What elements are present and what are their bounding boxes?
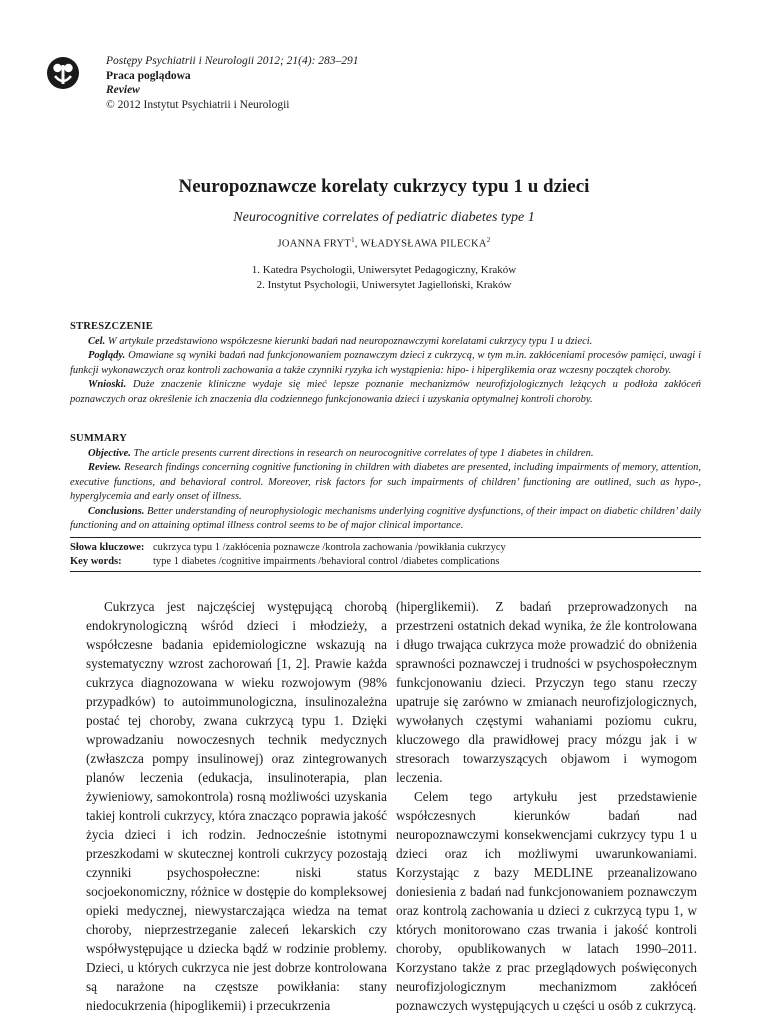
author-2: WŁADYSŁAWA PILECKA [360, 238, 487, 250]
keywords-bottom-rule [70, 571, 701, 572]
journal-citation: Postępy Psychiatrii i Neurologii 2012; 21(4): 283–291 [106, 55, 359, 67]
keywords-en: Key words: type 1 diabetes /cognitive impairments /behavioral control /diabetes complications [70, 556, 500, 567]
body-column-right [396, 597, 697, 1015]
affiliation-1: 1. Katedra Psychologii, Uniwersytet Pedagogiczny, Kraków [251, 264, 517, 276]
abstract-en-review: Review. Research findings concerning cognitive functioning in children with diabetes are presented, including impairments of memory, attention, executive functions, and behavioral control. Moreover, risk factors for such impairments of children’ functioning are outlined, such as hypo-, hyperglycemia and early onset of illness. [70, 462, 701, 502]
body-column-left [86, 597, 387, 1015]
abstract-en-heading: SUMMARY [70, 433, 128, 444]
copyright: © 2012 Instytut Psychiatrii i Neurologii [106, 98, 290, 111]
body-paragraph: (hiperglikemii). Z badań przeprowadzonych na przestrzeni ostatnich dekad wynika, że źle kontrolowana i długo trwająca cukrzyca może prowadzić do obniżenia sprawności poznawczej i trudności w psychospołecznym funkcjonowaniu dzieci. Przyczyn tego stanu rzeczy upatruje się zarówno w zmianach neurofizjologicznych, wywołanych częstymi wahaniami poziomu cukru, kluczowego dla prawidłowej pracy mózgu jak i w stresorach towarzyszących objawom i wymogom leczenia. [396, 599, 697, 785]
author-1: JOANNA FRYT [277, 238, 352, 250]
abstract-en-conclusions: Conclusions. Better understanding of neurophysiologic mechanisms underlying cognitive dysfunctions, of their impact on diabetic children’ daily functioning and on attaining optimal illness control seems to be of major clinical importance. [70, 505, 701, 531]
article-type-pl: Praca poglądowa [106, 69, 191, 82]
abstract-pl-heading: STRESZCZENIE [70, 321, 153, 332]
author-separator: , [354, 238, 361, 250]
abstract-pl-objective: Cel. W artykule przedstawiono współczesne kierunki badań nad neuropoznawczymi korelatami cukrzycy typu 1 u dzieci. [88, 335, 593, 347]
institute-logo-icon [46, 56, 80, 90]
abstract-pl [70, 320, 701, 407]
article-subtitle: Neurocognitive correlates of pediatric diabetes type 1 [233, 210, 535, 225]
body-paragraph: Cukrzyca jest najczęściej występującą chorobą endokrynologiczną wśród dzieci i młodzieży, a współczesne badania epidemiologiczne wskazują na systematyczny wzrost zachorowań [1, 2]. Prawie każda cukrzyca diagnozowana w wieku rozwojowym (98% przypadków) to autoimmunologiczna, insulinozależna postać tej choroby, zwana cukrzycą typu 1. Dzięki wprowadzaniu nowoczesnych technik medycznych (zwłaszcza pompy insulinowej) oraz zintegrowanych planów leczenia (edukacja, insulinoterapia, plan żywieniowy, samokontrola) rosną możliwości uzyskania takiej kontroli cukrzycy, która znacząco poprawia jakość życia dzieci i ich rodzin. Jednocześnie istotnymi przeszkodami w skutecznej kontroli cukrzycy pozostają czynniki psychospołeczne: niski status socjoekonomiczny, różnice w dostępie do kompleksowej opieki medycznej, niewystarczająca wiedza na temat choroby, nieprzestrzeganie zaleceń lekarskich czy współwystępujące u dziecka bądź w rodzinie problemy. Dzieci, u których cukrzyca nie jest dobrze kontrolowana są narażone na częstsze powikłania: stany niedocukrzenia (hipoglikemii) i przecukrzenia [86, 599, 387, 1013]
body-paragraph: Celem tego artykułu jest przedstawienie współczesnych kierunków badań nad neuropoznawczymi konsekwencjami cukrzycy typu 1 u dzieci oraz ich możliwymi uwarunkowaniami. Korzystając z bazy MEDLINE przeanalizowano doniesienia z badań nad funkcjonowaniem poznawczym oraz kontrolą zachowania u dzieci z cukrzycą typu 1, w których monitorowano czas trwania i jakość kontroli choroby, opublikowanych w latach 1990–2011. Korzystano także z prac przeglądowych poświęconych neurofizjologicznym mechanizmom zakłóceń poznawczych występujących u części u osób z cukrzycą. [396, 789, 697, 1013]
article-type-en: Review [106, 84, 140, 96]
author-2-affil: 2 [486, 236, 491, 244]
authors [0, 236, 768, 250]
abstract-en [70, 432, 701, 534]
affiliation-2: 2. Instytut Psychologii, Uniwersytet Jagielloński, Kraków [256, 279, 512, 291]
affiliations [0, 263, 768, 293]
keywords-pl: Słowa kluczowe: cukrzyca typu 1 /zakłócenia poznawcze /kontrola zachowania /powikłania cukrzycy [70, 542, 506, 553]
journal-header [106, 54, 359, 112]
keywords [70, 541, 701, 569]
abstract-en-objective: Objective. The article presents current directions in research on neurocognitive correlates of type 1 diabetes in children. [88, 447, 594, 459]
keywords-top-rule [70, 537, 701, 538]
abstract-pl-review: Poglądy. Omawiane są wyniki badań nad funkcjonowaniem poznawczym dzieci z cukrzycą, w tym m.in. zakłóceniami procesów pamięci, uwagi i funkcji wykonawczych oraz kontroli zachowania a także czynniki ryzyka ich wystąpienia: hipo- i hiperglikemia oraz wczesny początek choroby. [70, 350, 701, 376]
article-title: Neuropoznawcze korelaty cukrzycy typu 1 u dzieci [178, 176, 590, 197]
author-1-affil: 1 [351, 236, 355, 244]
abstract-pl-conclusions: Wnioski. Duże znaczenie kliniczne wydaje się mieć lepsze poznanie mechanizmów neurofizjologicznych leżących u podłoża zakłóceń poznawczych oraz określenie ich znaczenia dla codziennego funkcjonowania dzieci i uzyskania optymalnej kontroli choroby. [70, 379, 701, 405]
